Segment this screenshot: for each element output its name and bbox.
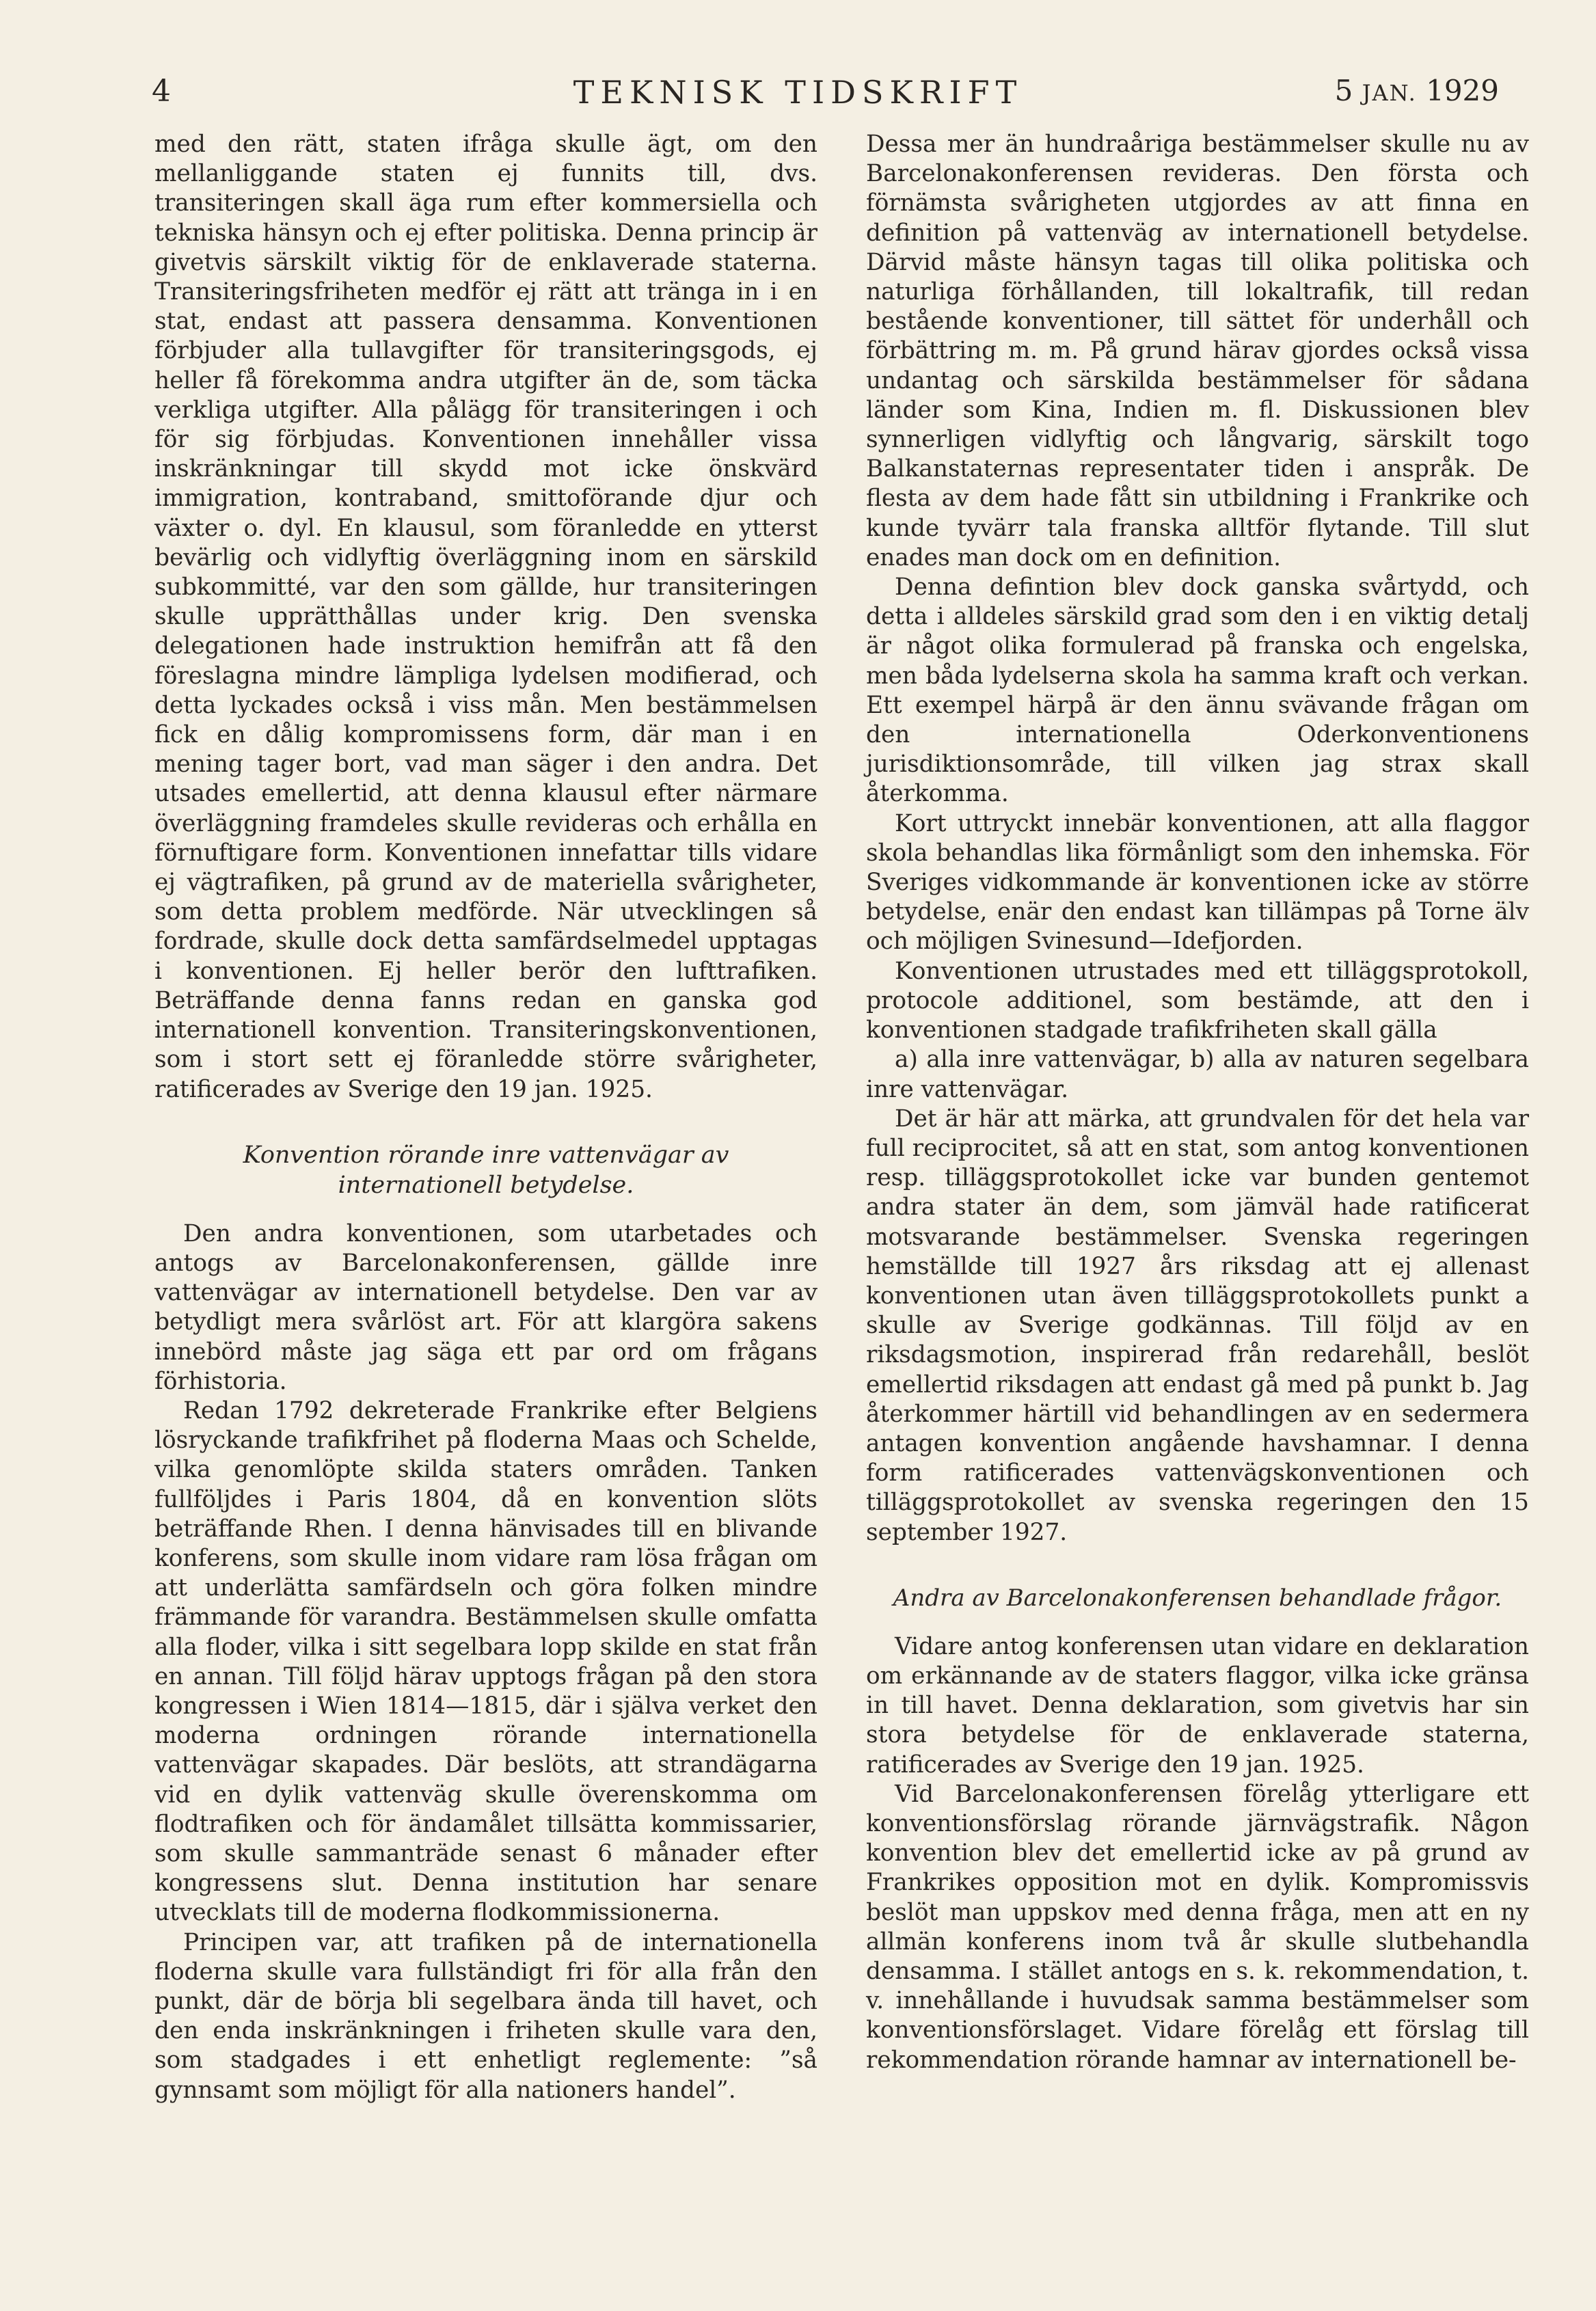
paragraph: Konventionen utrustades med ett tilläggsprotokoll, protocole additionel, som bestämde, att den i konventionen stadgade trafikfriheten skall gälla — [866, 957, 1529, 1044]
page-header — [0, 68, 1596, 123]
paragraph: Det är här att märka, att grundvalen för det hela var full reciprocitet, så att en stat, som antog konventionen resp. tilläggsprotokollet icke var bunden gentemot andra stater än dem, som jämväl hade ratificerat motsvarande bestämmelser. Svenska regeringen hemställde till 1927 års riksdag att ej allenast konventionen utan även tilläggsprotokollets punkt a skulle av Sverige godkännas. Till följd av en riksdagsmotion, inspirerad från redarehåll, beslöt emellertid riksdagen att endast gå med på punkt b. Jag återkommer härtill vid behandlingen av en sedermera antagen konvention angående havshamnar. I denna form ratificerades vattenvägskonventionen och tilläggsprotokollet av svenska regeringen den 15 september 1927. — [866, 1105, 1529, 1546]
left-column — [154, 130, 817, 2105]
paragraph: Vid Barcelonakonferensen förelåg ytterligare ett konventionsförslag rörande järnvägstrafik. Någon konvention blev det emellertid icke av på grund av Frankrikes opposition mot en dylik. Kompromissvis beslöt man uppskov med denna fråga, men att en ny allmän konferens inom två år skulle slutbehandla densamma. I stället antogs en s. k. rekommendation, t. v. innehållande i huvudsak samma bestämmelser som konventionsförslaget. Vidare förelåg ett förslag till rekommendation rörande hamnar av internationell be- — [866, 1780, 1529, 2074]
paragraph: Vidare antog konferensen utan vidare en deklaration om erkännande av de staters flaggor, vilka icke gränsa in till havet. Denna deklaration, som givetvis har sin stora betydelse för de enklaverade staterna, ratificerades av Sverige den 19 jan. 1925. — [866, 1632, 1529, 1779]
issue-date — [1335, 74, 1499, 107]
issue-year: 1929 — [1426, 74, 1499, 107]
journal-title: TEKNISK TIDSKRIFT — [573, 74, 1023, 111]
paragraph: Redan 1792 dekreterade Frankrike efter Belgiens lösryckande trafikfrihet på floderna Maas och Schelde, vilka genomlöpte skilda staters områden. Tanken fullföljdes i Paris 1804, då en konvention slöts beträffande Rhen. I denna hänvisades till en blivande konferens, som skulle inom vidare ram lösa frågan om att underlätta samfärdseln och göra folken mindre främmande för varandra. Bestämmelsen skulle omfatta alla floder, vilka i sitt segelbara lopp skilde en stat från en annan. Till följd härav upptogs frågan på den stora kongressen i Wien 1814—1815, där i själva verket den moderna ordningen rörande internationella vattenvägar skapades. Där beslöts, att strandägarna vid en dylik vattenväg skulle överenskomma om flodtrafiken och för ändamålet tillsätta kommissarier, som skulle sammanträde senast 6 månader efter kongressens slut. Denna institution har senare utvecklats till de moderna flodkommissionerna. — [154, 1396, 817, 1927]
paragraph: Denna defintion blev dock ganska svårtydd, och detta i alldeles särskild grad som den i en viktig detalj är något olika formulerad på franska och engelska, men båda lydelserna skola ha samma kraft och verkan. Ett exempel härpå är den ännu svävande frågan om den internationella Oderkonventionens jurisdiktionsområde, till vilken jag strax skall återkomma. — [866, 573, 1529, 808]
section-heading: Andra av Barcelonakonferensen behandlade frågor. — [893, 1584, 1502, 1612]
section-heading: Konvention rörande inre vattenvägar av internationell betydelse. — [243, 1141, 729, 1199]
issue-month: JAN. — [1362, 80, 1417, 106]
paragraph: med den rätt, staten ifråga skulle ägt, om den mellanliggande staten ej funnits till, dvs. transiteringen skall äga rum efter kommersiella och tekniska hänsyn och ej efter politiska. Denna princip är givetvis särskilt viktig för de enklaverade staterna. Transiteringsfriheten medför ej rätt att tränga in i en stat, endast att passera densamma. Konventionen förbjuder alla tullavgifter för transiteringsgods, ej heller få förekomma andra utgifter än de, som täcka verkliga utgifter. Alla pålägg för transiteringen i och för sig förbjudas. Konventionen innehåller vissa inskränkningar till skydd mot icke önskvärd immigration, kontraband, smittoförande djur och växter o. dyl. En klausul, som föranledde en ytterst bevärlig och vidlyftig överläggning inom en särskild subkommitté, var den som gällde, hur transiteringen skulle upprätthållas under krig. Den svenska delegationen hade instruktion hemifrån att få den föreslagna mindre lämpliga lydelsen modifierad, och detta lyckades också i viss mån. Men bestämmelsen fick en dålig kompromissens form, där man i en mening tager bort, vad man säger i den andra. Det utsades emellertid, att denna klausul efter närmare överläggning framdeles skulle revideras och erhålla en förnuftigare form. Konventionen innefattar tills vidare ej vägtrafiken, på grund av de materiella svårigheter, som detta problem medförde. När utvecklingen så fordrade, skulle dock detta samfärdselmedel upptagas i konventionen. Ej heller berör den lufttrafiken. Beträffande denna fanns redan en ganska god internationell konvention. Transiteringskonventionen, som i stort sett ej föranledde större svårigheter, ratificerades av Sverige den 19 jan. 1925. — [154, 131, 817, 1103]
issue-day: 5 — [1334, 74, 1353, 107]
page-number: 4 — [152, 74, 171, 109]
right-column — [866, 130, 1529, 2075]
paragraph: a) alla inre vattenvägar, b) alla av naturen segelbara inre vattenvägar. — [866, 1046, 1529, 1103]
paragraph: Principen var, att trafiken på de internationella floderna skulle vara fullständigt fri för alla från den punkt, där de börja bli segelbara ända till havet, och den enda inskränkningen i friheten skulle vara den, som stadgades i ett enhetligt reglemente: ”så gynnsamt som möjligt för alla nationers handel”. — [154, 1928, 817, 2104]
paragraph: Den andra konventionen, som utarbetades och antogs av Barcelonakonferensen, gällde inre vattenvägar av internationell betydelse. Den var av betydligt mera svårlöst art. För att klargöra sakens innebörd måste jag säga ett par ord om frågans förhistoria. — [154, 1219, 817, 1395]
paragraph: Kort uttryckt innebär konventionen, att alla flaggor skola behandlas lika förmånligt som den inhemska. För Sveriges vidkommande är konventionen icke av större betydelse, enär den endast kan tillämpas på Torne älv och möjligen Svinesund—Idefjorden. — [866, 809, 1529, 956]
paragraph: Dessa mer än hundraåriga bestämmelser skulle nu av Barcelonakonferensen revideras. Den första och förnämsta svårigheten utgjordes av att finna en definition på vattenväg av internationell betydelse. Därvid måste hänsyn tagas till olika politiska och naturliga förhållanden, till lokaltrafik, till redan bestående konventioner, till sättet för underhåll och förbättring m. m. På grund härav gjordes också vissa undantag och särskilda bestämmelser för sådana länder som Kina, Indien m. fl. Diskussionen blev synnerligen vidlyftig och långvarig, särskilt togo Balkanstaternas representater tiden i anspråk. De flesta av dem hade fått sin utbildning i Frankrike och kunde tyvärr tala franska alltför flytande. Till slut enades man dock om en definition. — [866, 131, 1529, 571]
